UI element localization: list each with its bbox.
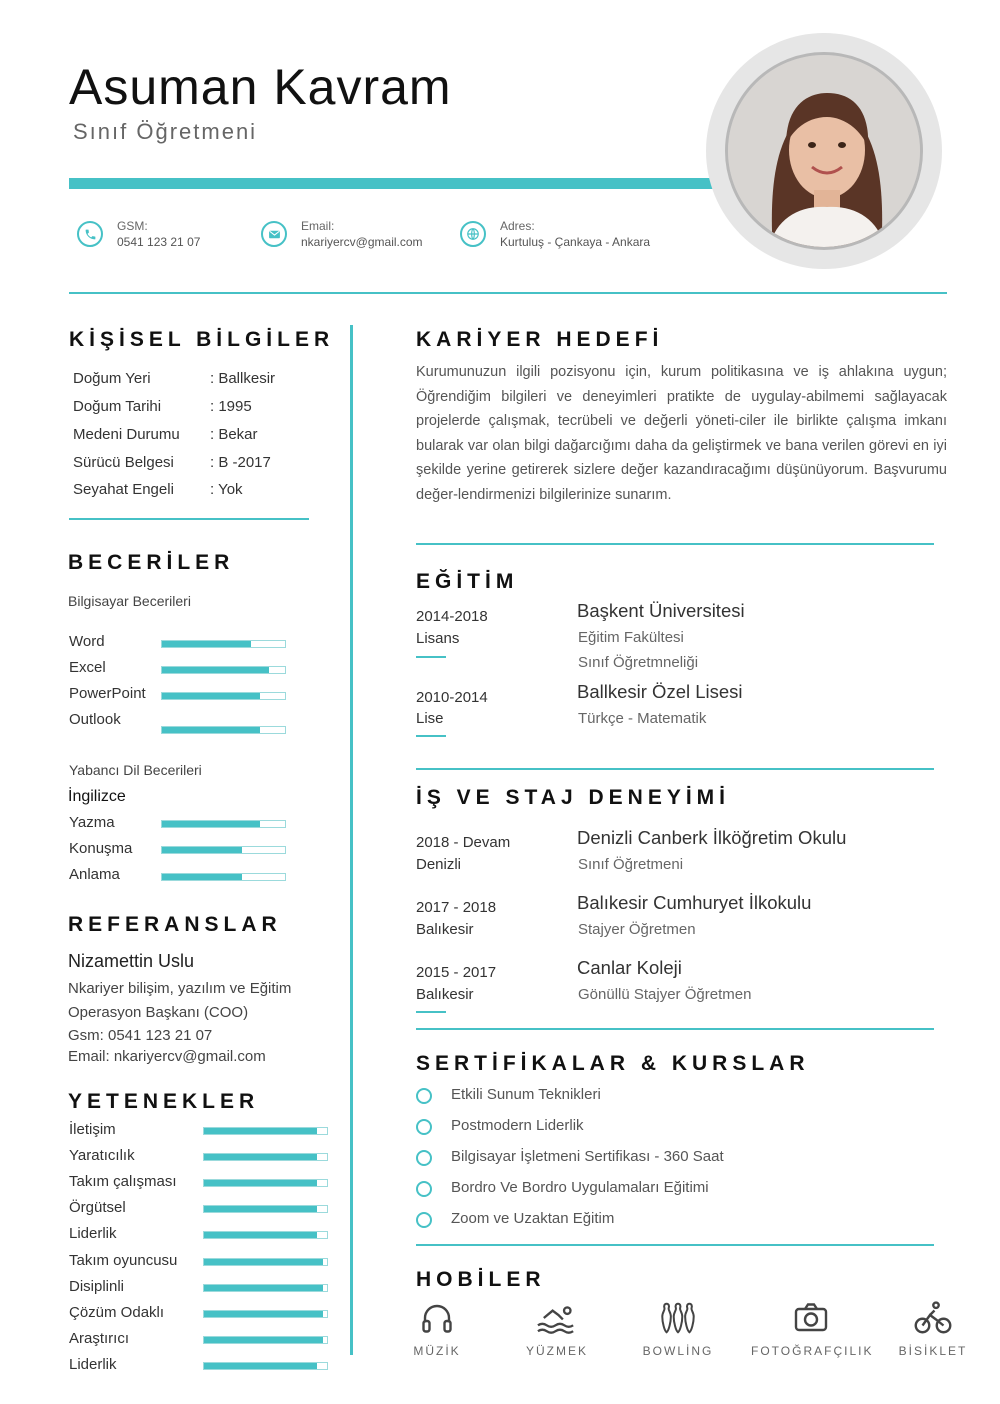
ability-bar — [203, 1179, 328, 1187]
skill-bar — [161, 846, 286, 854]
skills-heading: BECERİLER — [68, 551, 235, 574]
career-text: Kurumunuzun ilgili pozisyonu için, kurum politikasına ve iş ahlakına uygun; Öğrendiğim bilgileri ve deneyimleri pratikte de uygulay-abilmemi sağlayacak projelerde çalışmak, tecrübeli ve değerli yöneti-ciler ile birlikte çalışma imkanı bularak var olan bilgi dağarcığımı daha da geliştirmek ve bana verilen görevi en iyi şekilde yerine getirerek sizlere değer kazandıracağımı düşünüyorum. Başvurumu değer-lendirmenizi bilgilerinize sunarım. — [416, 364, 947, 503]
contact-email-value: nkariyercv@gmail.com — [301, 235, 423, 249]
contact-address — [460, 218, 650, 250]
education-underline — [416, 656, 446, 658]
ability-label: Liderlik — [69, 1355, 117, 1373]
certificate-item: Bordro Ve Bordro Uygulamaları Eğitimi — [451, 1179, 709, 1197]
personal-row: Sürücü Belgesi : B -2017 — [73, 454, 271, 471]
certificate-bullet — [416, 1212, 432, 1228]
header-accent-bar — [69, 178, 729, 189]
certificates-heading: SERTİFİKALAR & KURSLAR — [416, 1052, 810, 1075]
certificate-bullet — [416, 1119, 432, 1135]
certificate-item: Etkili Sunum Teknikleri — [451, 1086, 601, 1103]
hobby-label: MÜZİK — [413, 1344, 461, 1358]
education-detail: Sınıf Öğretmneliği — [578, 654, 699, 671]
ability-bar-fill — [204, 1259, 323, 1265]
experience-underline — [416, 1011, 446, 1013]
certificate-bullet — [416, 1181, 432, 1197]
references-heading: REFERANSLAR — [68, 913, 282, 936]
education-degree: Lisans — [416, 630, 460, 647]
skill-bar-fill — [162, 874, 242, 880]
reference-line: Gsm: 0541 123 21 07 — [68, 1027, 213, 1044]
contact-phone-label: GSM: — [117, 219, 148, 233]
ability-bar — [203, 1362, 328, 1370]
skill-label: Word — [69, 633, 105, 650]
bicycle-icon — [913, 1300, 953, 1336]
portrait-illustration — [728, 55, 923, 250]
experience-location: Balıkesir — [416, 921, 474, 938]
ability-bar-fill — [204, 1363, 317, 1369]
hobby-label: BOWLİNG — [642, 1344, 714, 1358]
skill-label: Excel — [69, 659, 106, 676]
skill-bar-fill — [162, 847, 242, 853]
ability-bar — [203, 1336, 328, 1344]
education-institution: Başkent Üniversitesi — [577, 600, 745, 621]
ability-bar-fill — [204, 1337, 323, 1343]
education-detail: Türkçe - Matematik — [578, 710, 707, 727]
reference-line: Operasyon Başkanı (COO) — [68, 1004, 249, 1021]
ability-bar — [203, 1284, 328, 1292]
skill-label: PowerPoint — [69, 685, 146, 702]
hobby-item — [497, 1300, 617, 1358]
experience-date: 2018 - Devam — [416, 834, 511, 851]
swimmer-icon — [535, 1300, 579, 1336]
ability-label: Çözüm Odaklı — [69, 1303, 165, 1321]
hobby-item — [873, 1300, 993, 1358]
ability-bar-fill — [204, 1128, 317, 1134]
language-name: İngilizce — [68, 788, 126, 805]
skill-bar-fill — [162, 693, 260, 699]
hobbies-heading: HOBİLER — [416, 1268, 546, 1291]
experience-role: Sınıf Öğretmeni — [578, 856, 684, 873]
skill-label: Konuşma — [69, 840, 133, 857]
experience-role: Stajyer Öğretmen — [578, 921, 696, 938]
ability-label: Takım çalışması — [69, 1173, 177, 1191]
candidate-name: Asuman Kavram — [69, 59, 452, 115]
certificate-bullet — [416, 1088, 432, 1104]
skill-bar-fill — [162, 667, 269, 673]
personal-divider — [69, 518, 309, 520]
personal-row: Doğum Yeri : Ballkesir — [73, 370, 276, 387]
certificate-item: Postmodern Liderlik — [451, 1117, 584, 1135]
education-detail: Eğitim Fakültesi — [578, 629, 684, 646]
career-heading: KARİYER HEDEFİ — [416, 328, 664, 351]
skill-bar — [161, 692, 286, 700]
personal-row: Seyahat Engeli : Yok — [73, 481, 243, 498]
ability-bar-fill — [204, 1285, 323, 1291]
personal-row: Medeni Durumu : Bekar — [73, 426, 258, 443]
language-skills-heading: Yabancı Dil Becerileri — [69, 762, 202, 778]
ability-bar-fill — [204, 1154, 317, 1160]
hobby-item — [377, 1300, 497, 1358]
hobby-label: FOTOĞRAFÇILIK — [751, 1344, 874, 1358]
ability-label: İletişim — [69, 1121, 116, 1138]
computer-skills-heading: Bilgisayar Becerileri — [68, 593, 191, 609]
experience-heading: İŞ VE STAJ DENEYİMİ — [416, 786, 730, 809]
education-divider — [416, 768, 934, 770]
certificate-item: Zoom ve Uzaktan Eğitim — [451, 1210, 615, 1228]
experience-institution: Canlar Koleji — [577, 957, 682, 978]
contact-address-value: Kurtuluş - Çankaya - Ankara — [500, 235, 651, 249]
experience-date: 2017 - 2018 — [416, 899, 497, 916]
experience-divider — [416, 1028, 934, 1030]
skill-bar-fill — [162, 821, 260, 827]
ability-bar-fill — [204, 1232, 317, 1238]
reference-line: Email: nkariyercv@gmail.com — [68, 1048, 266, 1065]
column-divider — [350, 325, 353, 1355]
contact-address-label: Adres: — [500, 219, 535, 233]
experience-institution: Balıkesir Cumhuryet İlkokulu — [577, 892, 812, 913]
hobby-item — [618, 1300, 738, 1358]
skill-bar — [161, 873, 286, 881]
education-heading: EĞİTİM — [416, 570, 519, 593]
ability-bar-fill — [204, 1180, 317, 1186]
ability-bar — [203, 1205, 328, 1213]
certificates-divider — [416, 1244, 934, 1246]
profile-photo-frame — [706, 33, 942, 269]
contact-phone — [77, 218, 200, 250]
personal-heading: KİŞİSEL BİLGİLER — [69, 328, 335, 351]
headphones-icon — [419, 1300, 455, 1336]
skill-bar — [161, 666, 286, 674]
ability-label: Disiplinli — [69, 1277, 125, 1295]
experience-date: 2015 - 2017 — [416, 964, 497, 981]
ability-label: Takım oyuncusu — [69, 1251, 178, 1269]
education-underline — [416, 735, 446, 737]
ability-label: Araştırıcı — [69, 1329, 130, 1347]
ability-bar — [203, 1310, 328, 1318]
experience-institution: Denizli Canberk İlköğretim Okulu — [577, 827, 847, 848]
job-title: Sınıf Öğretmeni — [73, 119, 258, 144]
phone-icon — [77, 221, 103, 247]
education-date: 2014-2018 — [416, 608, 488, 625]
ability-label: Örgütsel — [69, 1199, 126, 1217]
education-degree: Lise — [416, 710, 444, 727]
ability-bar — [203, 1231, 328, 1239]
bowling-icon — [658, 1300, 698, 1336]
email-icon — [261, 221, 287, 247]
ability-bar — [203, 1258, 328, 1266]
ability-label: Liderlik — [69, 1225, 117, 1243]
skill-label: Yazma — [69, 814, 115, 831]
experience-role: Gönüllü Stajyer Öğretmen — [578, 986, 752, 1003]
skill-bar — [161, 726, 286, 734]
career-divider — [416, 543, 934, 545]
contact-phone-value: 0541 123 21 07 — [117, 235, 201, 249]
skill-bar-fill — [162, 727, 260, 733]
skill-bar-fill — [162, 641, 251, 647]
contact-email — [261, 218, 423, 250]
ability-bar — [203, 1127, 328, 1135]
certificate-item: Bilgisayar İşletmeni Sertifikası - 360 Saat — [451, 1148, 724, 1166]
education-institution: Ballkesir Özel Lisesi — [577, 681, 743, 702]
certificate-bullet — [416, 1150, 432, 1166]
abilities-heading: YETENEKLER — [68, 1090, 260, 1113]
experience-location: Denizli — [416, 856, 462, 873]
ability-bar — [203, 1153, 328, 1161]
experience-location: Balıkesir — [416, 986, 474, 1003]
education-date: 2010-2014 — [416, 689, 488, 706]
hobby-label: BİSİKLET — [898, 1344, 968, 1358]
hobby-label: YÜZMEK — [525, 1344, 588, 1358]
reference-line: Nkariyer bilişim, yazılım ve Eğitim — [68, 980, 292, 997]
header-divider — [69, 292, 947, 294]
contact-email-label: Email: — [301, 219, 335, 233]
skill-bar — [161, 820, 286, 828]
ability-bar-fill — [204, 1311, 323, 1317]
ability-bar-fill — [204, 1206, 317, 1212]
personal-row: Doğum Tarihi : 1995 — [73, 398, 252, 415]
profile-photo — [725, 52, 923, 250]
skill-label: Anlama — [69, 866, 120, 883]
globe-icon — [460, 221, 486, 247]
skill-bar — [161, 640, 286, 648]
hobby-item — [751, 1300, 874, 1358]
ability-label: Yaratıcılık — [69, 1147, 135, 1165]
camera-icon — [793, 1300, 829, 1336]
reference-name: Nizamettin Uslu — [68, 951, 195, 971]
skill-label: Outlook — [69, 711, 121, 728]
